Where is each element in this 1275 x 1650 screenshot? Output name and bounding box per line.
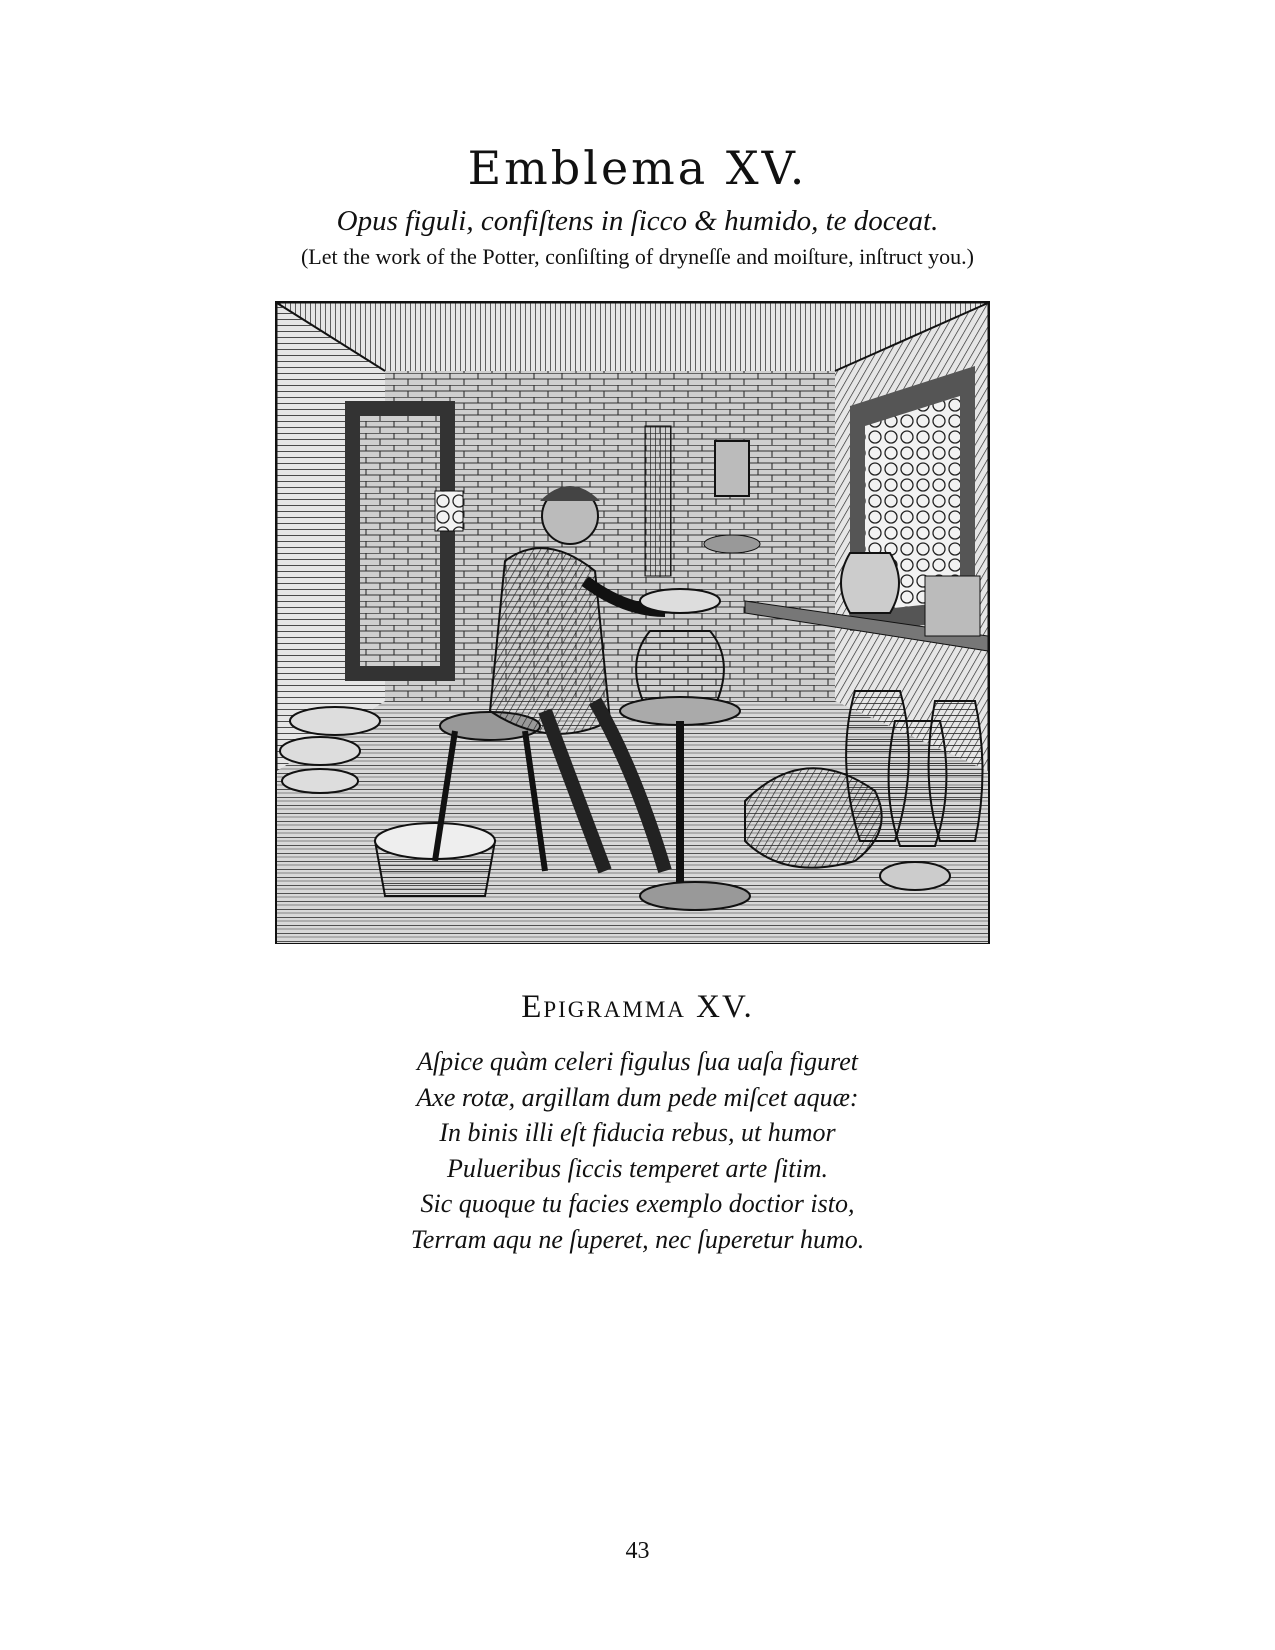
poem-line: Sic quoque tu facies exemplo doctior isto,	[420, 1189, 855, 1218]
poem-line: Aſpice quàm celeri figulus ſua uaſa figuret	[417, 1047, 858, 1076]
epigram-poem	[0, 1044, 1275, 1257]
poem-line: Axe rotæ, argillam dum pede miſcet aquæ:	[416, 1082, 859, 1112]
emblem-motto-latin: Opus figuli, confiſtens in ſicco & humido, te doceat.	[336, 205, 939, 237]
poem-line: In binis illi eſt fiducia rebus, ut humor	[439, 1118, 836, 1147]
poem-line: Pulueribus ſiccis temperet arte ſitim.	[446, 1153, 829, 1183]
poem-line: Terram aqu ne ſuperet, nec ſuperetur humo.	[410, 1224, 865, 1254]
epigram-title: Epigramma XV.	[521, 989, 754, 1025]
emblem-title: Emblema XV.	[467, 141, 808, 195]
potter-engraving	[275, 301, 990, 944]
emblem-motto-english: (Let the work of the Potter, conſiſting of dryneſſe and moiſture, inſtruct you.)	[300, 244, 974, 269]
page-number: 43	[625, 1538, 650, 1564]
